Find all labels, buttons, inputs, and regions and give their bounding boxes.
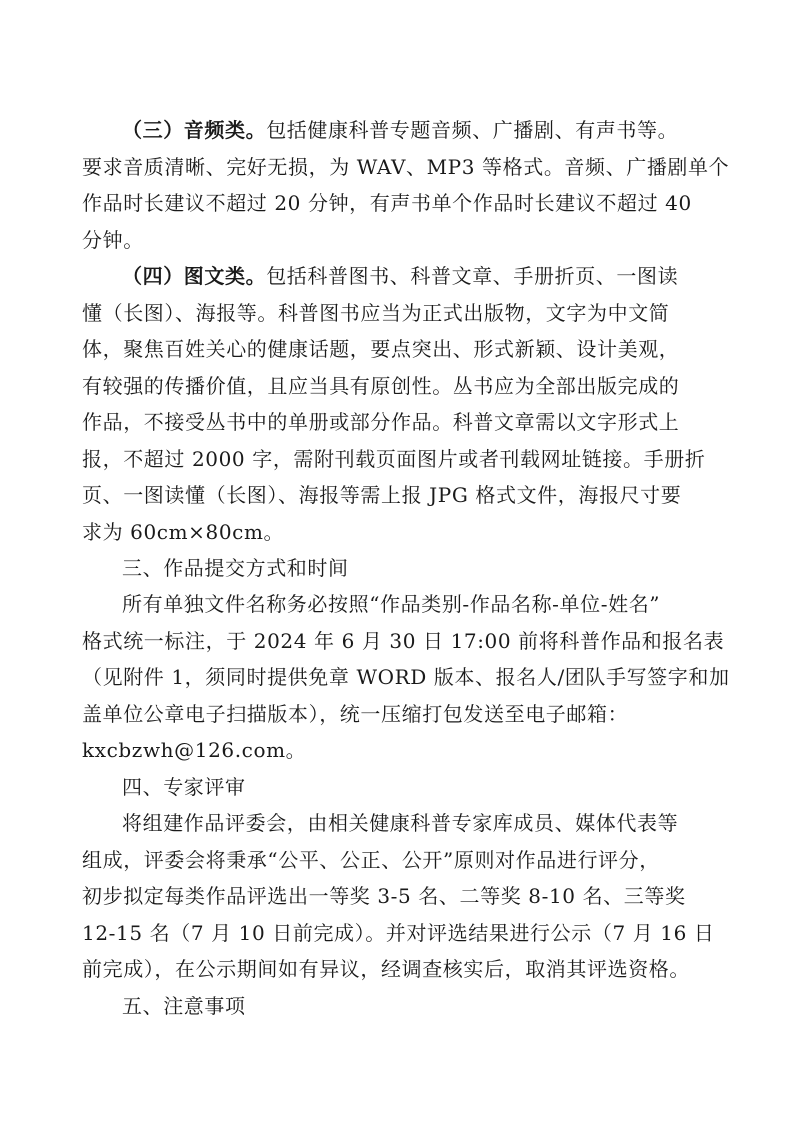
audio-paragraph xyxy=(82,112,730,258)
audio-line-2: 要求音质清晰、完好无损，为 WAV、MP3 等格式。音频、广播剧单个 xyxy=(82,154,730,179)
section-3-line-4: 盖单位公章电子扫描版本），统一压缩打包发送至电子邮箱： xyxy=(82,701,629,726)
section-5-heading: 五、注意事项 xyxy=(122,994,246,1018)
graphic-lead: （四）图文类。 xyxy=(122,264,267,288)
graphic-line-3: 体，聚焦百姓关心的健康话题，要点突出、形式新颖、设计美观， xyxy=(82,337,680,361)
section-3-paragraph xyxy=(82,586,730,769)
section-4-line-5: 前完成），在公示期间如有异议，经调查核实后，取消其评选资格。 xyxy=(82,957,690,981)
graphic-line-6: 报，不超过 2000 字，需附刊载页面图片或者刊载网址链接。手册折 xyxy=(82,446,706,471)
section-3-email: kxcbzwh@126.com。 xyxy=(82,738,307,762)
section-4-paragraph xyxy=(82,805,722,988)
graphic-line-7: 页、一图读懂（长图）、海报等需上报 JPG 格式文件，海报尺寸要 xyxy=(82,483,682,507)
graphic-line-1: （四）图文类。包括科普图书、科普文章、手册折页、一图读 xyxy=(122,264,679,288)
graphic-line-8: 求为 60cm×80cm。 xyxy=(82,519,285,544)
audio-line-3: 作品时长建议不超过 20 分钟，有声书单个作品时长建议不超过 40 xyxy=(82,191,692,215)
section-3-heading: 三、作品提交方式和时间 xyxy=(122,556,349,580)
audio-line-1: （三）音频类。包括健康科普专题音频、广播剧、有声书等。 xyxy=(122,118,679,142)
section-4-line-1: 将组建作品评委会，由相关健康科普专家库成员、媒体代表等 xyxy=(122,811,679,835)
section-3-line-1: 所有单独文件名称务必按照“作品类别-作品名称-单位-姓名” xyxy=(122,592,661,616)
section-4-line-3: 初步拟定每类作品评选出一等奖 3-5 名、二等奖 8-10 名、三等奖 xyxy=(82,884,686,908)
graphic-paragraph xyxy=(82,258,722,550)
section-4-line-2: 组成，评委会将秉承“公平、公正、公开”原则对作品进行评分， xyxy=(82,847,660,872)
section-3-line-3: （见附件 1，须同时提供免章 WORD 版本、报名人/团队手写签字和加 xyxy=(82,665,730,689)
graphic-line-4: 有较强的传播价值，且应当具有原创性。丛书应为全部出版完成的 xyxy=(82,373,680,398)
graphic-line-5: 作品，不接受丛书中的单册或部分作品。科普文章需以文字形式上 xyxy=(82,410,680,434)
section-4-line-4: 12-15 名（7 月 10 日前完成）。并对评选结果进行公示（7 月 16 日 xyxy=(82,920,715,945)
audio-line-4: 分钟。 xyxy=(82,227,144,252)
audio-lead: （三）音频类。 xyxy=(122,118,267,142)
graphic-line-2: 懂（长图）、海报等。科普图书应当为正式出版物，文字为中文简 xyxy=(82,300,670,325)
section-4-heading: 四、专家评审 xyxy=(122,775,246,799)
section-3-line-2: 格式统一标注，于 2024 年 6 月 30 日 17:00 前将科普作品和报名表 xyxy=(82,628,725,653)
